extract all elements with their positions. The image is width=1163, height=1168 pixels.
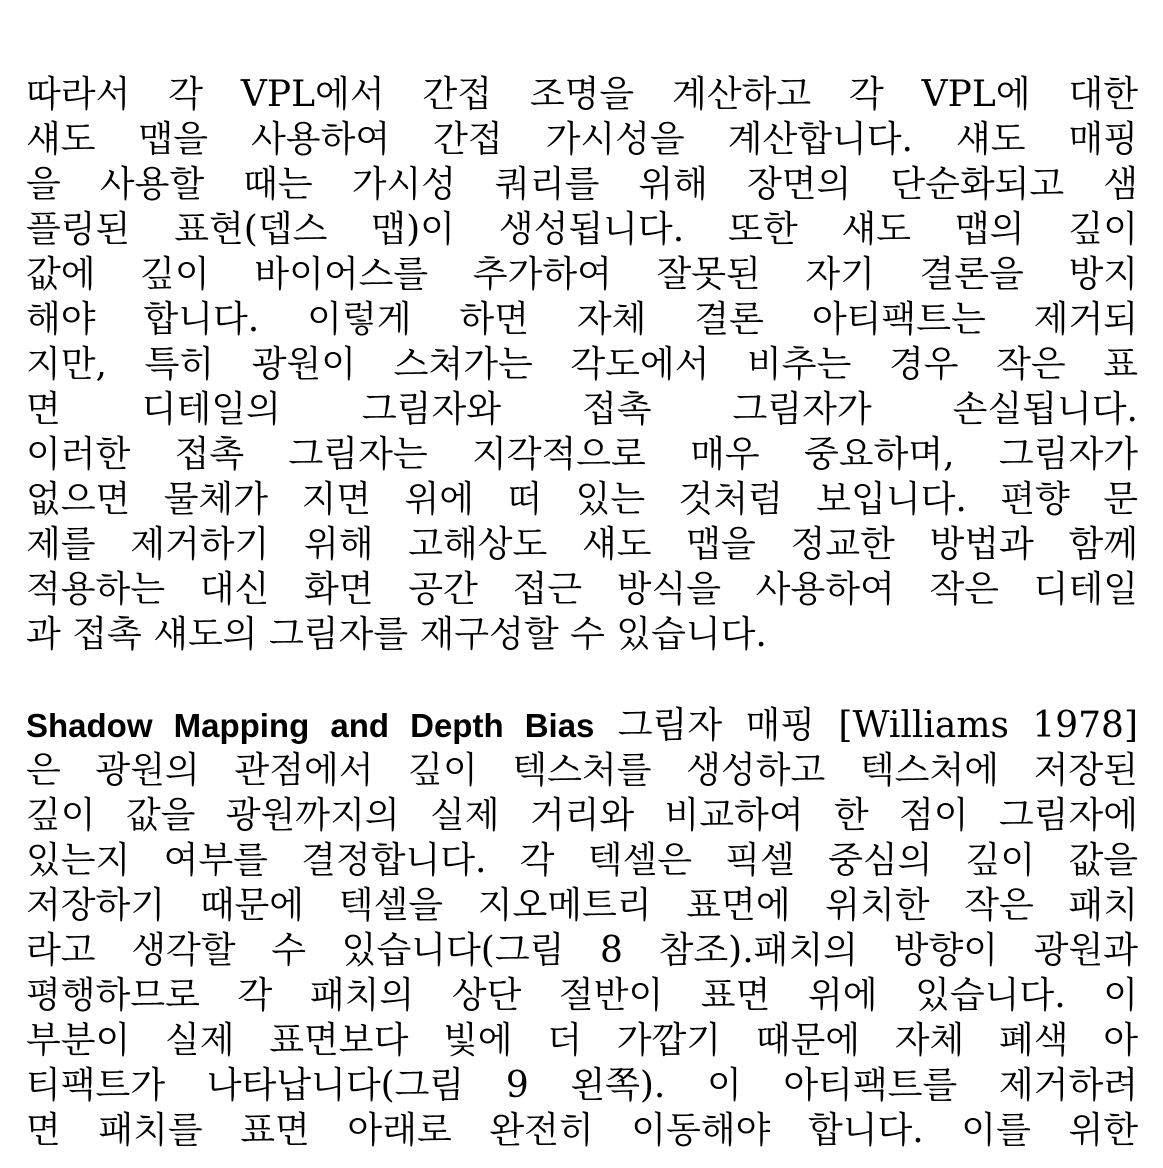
text-line: 이러한 접촉 그림자는 지각적으로 매우 중요하며, 그림자가 bbox=[26, 434, 1138, 475]
text-line: 없으면 물체가 지면 위에 떠 있는 것처럼 보입니다. 편향 문 bbox=[26, 479, 1138, 520]
text-line: 값에 깊이 바이어스를 추가하여 잘못된 자기 결론을 방지 bbox=[26, 254, 1138, 295]
text-line: 부분이 실제 표면보다 빛에 더 가깝기 때문에 자체 폐색 아 bbox=[26, 1020, 1138, 1061]
text-line: 섀도 맵을 사용하여 간접 가시성을 계산합니다. 섀도 매핑 bbox=[26, 119, 1138, 160]
text-line: 있는지 여부를 결정합니다. 각 텍셀은 픽셀 중심의 깊이 값을 bbox=[26, 840, 1138, 881]
text-line: 을 사용할 때는 가시성 쿼리를 위해 장면의 단순화되고 샘 bbox=[26, 164, 1138, 205]
text-line: 면 디테일의 그림자와 접촉 그림자가 손실됩니다. bbox=[26, 389, 1138, 430]
text-line: 티팩트가 나타납니다(그림 9 왼쪽). 이 아티팩트를 제거하려 bbox=[26, 1065, 1138, 1106]
text-line: 평행하므로 각 패치의 상단 절반이 표면 위에 있습니다. 이 bbox=[26, 975, 1138, 1016]
text-line: 면 패치를 표면 아래로 완전히 이동해야 합니다. 이를 위한 bbox=[26, 1110, 1138, 1151]
text-line: 따라서 각 VPL에서 간접 조명을 계산하고 각 VPL에 대한 bbox=[26, 74, 1138, 115]
text-line: 제를 제거하기 위해 고해상도 섀도 맵을 정교한 방법과 함께 bbox=[26, 524, 1138, 565]
text-line: 라고 생각할 수 있습니다(그림 8 참조).패치의 방향이 광원과 bbox=[26, 930, 1138, 971]
text-line: 저장하기 때문에 텍셀을 지오메트리 표면에 위치한 작은 패치 bbox=[26, 885, 1138, 926]
text-line: 적용하는 대신 화면 공간 접근 방식을 사용하여 작은 디테일 bbox=[26, 569, 1138, 610]
text-run: 그림자 매핑 [Williams 1978] bbox=[617, 705, 1138, 746]
text-line: 깊이 값을 광원까지의 실제 거리와 비교하여 한 점이 그림자에 bbox=[26, 795, 1138, 836]
paragraph-indirect-illumination bbox=[26, 72, 1138, 657]
text-line: 은 광원의 관점에서 깊이 텍스처를 생성하고 텍스처에 저장된 bbox=[26, 750, 1138, 791]
text-line: 지만, 특히 광원이 스쳐가는 각도에서 비추는 경우 작은 표 bbox=[26, 344, 1138, 385]
text-line: 해야 합니다. 이렇게 하면 자체 결론 아티팩트는 제거되 bbox=[26, 299, 1138, 340]
text-line bbox=[26, 703, 1138, 748]
paragraph-shadow-mapping bbox=[26, 703, 1138, 1153]
text-line: 플링된 표현(뎁스 맵)이 생성됩니다. 또한 섀도 맵의 깊이 bbox=[26, 209, 1138, 250]
text-line: 과 접촉 섀도의 그림자를 재구성할 수 있습니다. bbox=[26, 614, 767, 655]
document-page bbox=[26, 72, 1138, 1151]
section-heading: Shadow Mapping and Depth Bias bbox=[26, 707, 595, 744]
